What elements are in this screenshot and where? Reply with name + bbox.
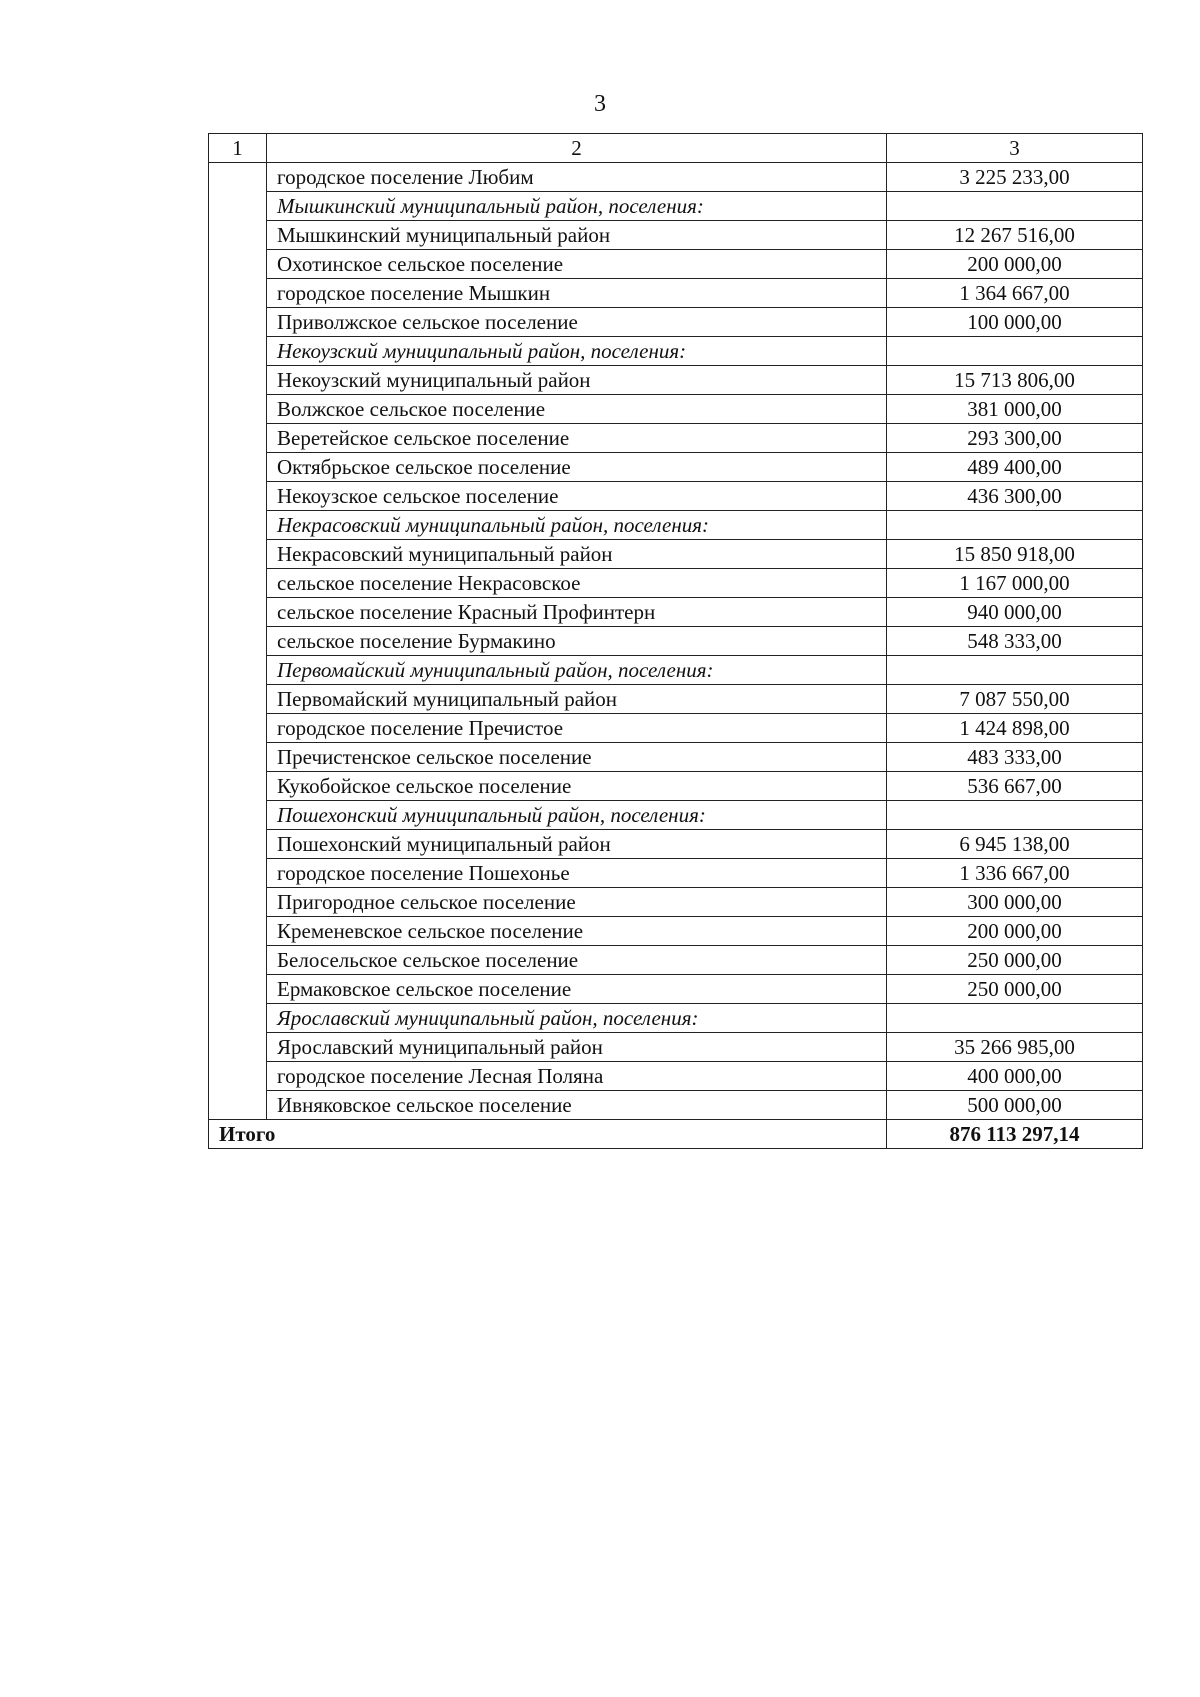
row-label: сельское поселение Бурмакино [267,627,887,656]
table-row [209,453,1143,482]
row-label: Белосельское сельское поселение [267,946,887,975]
row-value: 548 333,00 [887,627,1143,656]
table-row [209,946,1143,975]
table-row [209,366,1143,395]
table-row [209,482,1143,511]
row-value: 250 000,00 [887,946,1143,975]
table-row [209,163,1143,192]
table-row [209,395,1143,424]
table-row [209,250,1143,279]
table-row [209,221,1143,250]
row-value [887,511,1143,540]
row-label: Мышкинский муниципальный район [267,221,887,250]
row-value: 381 000,00 [887,395,1143,424]
row-label: городское поселение Пошехонье [267,859,887,888]
table-body [209,163,1143,1120]
row-label: Пречистенское сельское поселение [267,743,887,772]
table-row [209,308,1143,337]
row-value: 100 000,00 [887,308,1143,337]
row-value: 940 000,00 [887,598,1143,627]
row-label: сельское поселение Красный Профинтерн [267,598,887,627]
table-row [209,569,1143,598]
row-label: Ермаковское сельское поселение [267,975,887,1004]
table-row [209,975,1143,1004]
column-number-row [209,134,1143,163]
row-value: 7 087 550,00 [887,685,1143,714]
table-row [209,917,1143,946]
row-value: 293 300,00 [887,424,1143,453]
group-header-row [209,337,1143,366]
row-label: городское поселение Лесная Поляна [267,1062,887,1091]
row-label: Волжское сельское поселение [267,395,887,424]
row-label: Кременевское сельское поселение [267,917,887,946]
row-value: 35 266 985,00 [887,1033,1143,1062]
table-row [209,888,1143,917]
group-header-row [209,801,1143,830]
group-header-row [209,1004,1143,1033]
group-label: Пошехонский муниципальный район, поселения: [267,801,887,830]
row-label: Ивняковское сельское поселение [267,1091,887,1120]
row-label: сельское поселение Некрасовское [267,569,887,598]
row-value: 200 000,00 [887,250,1143,279]
row-label: Пригородное сельское поселение [267,888,887,917]
row-value: 12 267 516,00 [887,221,1143,250]
group-label: Некоузский муниципальный район, поселения: [267,337,887,366]
row-value: 1 167 000,00 [887,569,1143,598]
allocation-table [208,133,1143,1149]
row-value: 3 225 233,00 [887,163,1143,192]
row-label: Приволжское сельское поселение [267,308,887,337]
table-row [209,743,1143,772]
row-value: 300 000,00 [887,888,1143,917]
row-value [887,337,1143,366]
row-value: 489 400,00 [887,453,1143,482]
total-row [209,1120,1143,1149]
table-row [209,1033,1143,1062]
group-header-row [209,656,1143,685]
group-label: Мышкинский муниципальный район, поселения: [267,192,887,221]
table-row [209,714,1143,743]
row-value: 1 336 667,00 [887,859,1143,888]
row-label: городское поселение Любим [267,163,887,192]
total-value: 876 113 297,14 [887,1120,1143,1149]
row-value: 436 300,00 [887,482,1143,511]
row-value: 1 364 667,00 [887,279,1143,308]
row-value: 6 945 138,00 [887,830,1143,859]
row-label: Первомайский муниципальный район [267,685,887,714]
row-value: 536 667,00 [887,772,1143,801]
row-label: Некоузское сельское поселение [267,482,887,511]
table-row [209,627,1143,656]
table-row [209,685,1143,714]
row-label: Октябрьское сельское поселение [267,453,887,482]
row-label: Кукобойское сельское поселение [267,772,887,801]
group-label: Первомайский муниципальный район, поселения: [267,656,887,685]
row-label: Некрасовский муниципальный район [267,540,887,569]
table-row [209,859,1143,888]
row-value [887,192,1143,221]
table-row [209,424,1143,453]
row-value: 483 333,00 [887,743,1143,772]
row-value [887,656,1143,685]
row-label: Охотинское сельское поселение [267,250,887,279]
row-value [887,801,1143,830]
row-value: 15 713 806,00 [887,366,1143,395]
row-label: Пошехонский муниципальный район [267,830,887,859]
row-value: 500 000,00 [887,1091,1143,1120]
total-label: Итого [209,1120,887,1149]
group-label: Некрасовский муниципальный район, поселения: [267,511,887,540]
row-label: городское поселение Пречистое [267,714,887,743]
column-number-3: 3 [887,134,1143,163]
table-row [209,279,1143,308]
column-1-cell [209,163,267,1120]
row-label: Некоузский муниципальный район [267,366,887,395]
row-value: 200 000,00 [887,917,1143,946]
group-header-row [209,192,1143,221]
table-row [209,1091,1143,1120]
group-header-row [209,511,1143,540]
column-number-2: 2 [267,134,887,163]
row-value: 250 000,00 [887,975,1143,1004]
row-value: 400 000,00 [887,1062,1143,1091]
group-label: Ярославский муниципальный район, поселения: [267,1004,887,1033]
table-row [209,540,1143,569]
page-number: 3 [594,91,606,117]
table-row [209,772,1143,801]
column-number-1: 1 [209,134,267,163]
row-label: Ярославский муниципальный район [267,1033,887,1062]
row-value: 1 424 898,00 [887,714,1143,743]
table-row [209,598,1143,627]
row-value: 15 850 918,00 [887,540,1143,569]
row-value [887,1004,1143,1033]
table-row [209,830,1143,859]
table-row [209,1062,1143,1091]
row-label: городское поселение Мышкин [267,279,887,308]
row-label: Веретейское сельское поселение [267,424,887,453]
